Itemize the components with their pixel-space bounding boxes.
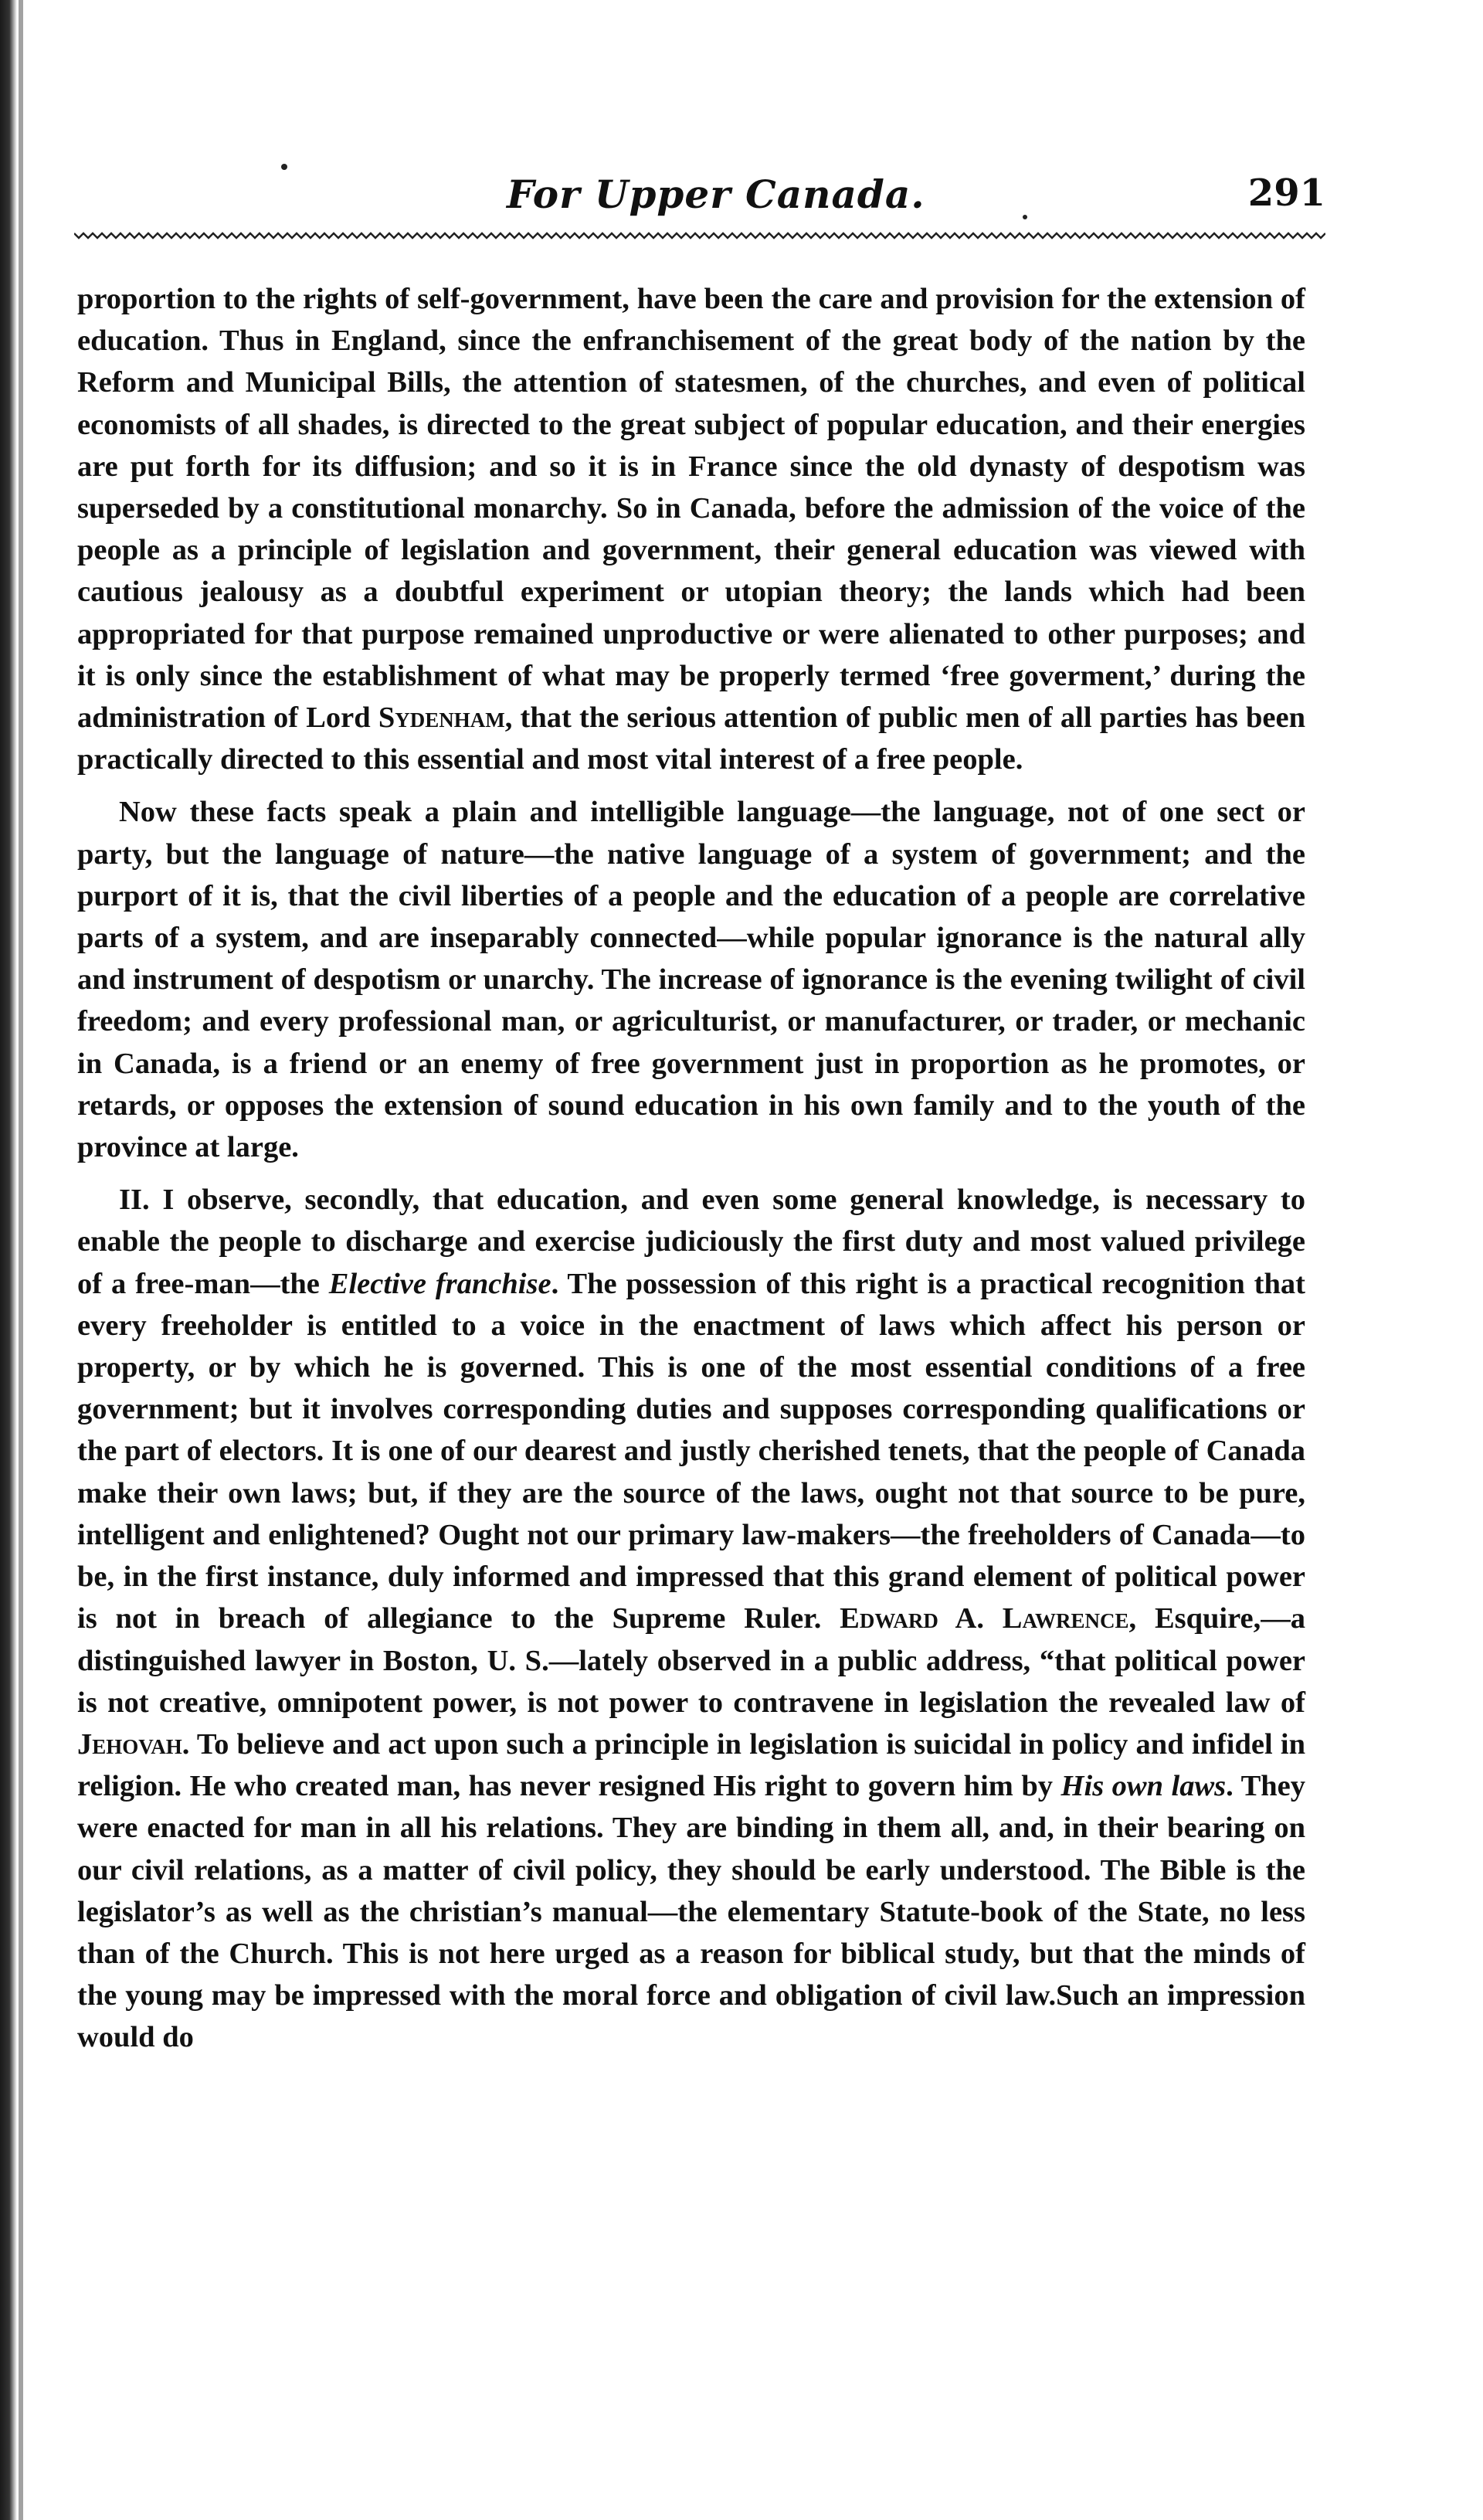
paragraph-1 — [77, 278, 1305, 780]
paragraph-3 — [77, 1179, 1305, 2058]
paragraph-text: . The possession of this right is a practical recognition that every freeholder is entitled to a voice in the enactment of laws which affect his person or property, or by which he is governed. This is one of the most essential conditions of a free government; but it involves corresponding duties and supposes corresponding qualifications or the part of electors. It is one of our dearest and justly cherished tenets, that the people of Canada make their own laws; but, if they are the source of the laws, ought not that source to be pure, intelligent and enlightened? Ought not our primary law-makers—the freeholders of Canada—to be, in the first instance, duly informed and impressed that this grand element of political power is not in breach of allegiance to the Supreme Ruler. — [77, 1267, 1305, 1635]
page-number: 291 — [1247, 172, 1325, 215]
paragraph-text: Now these facts speak a plain and intelligible language—the language, not of one sect or party, but the language of nature—the native language of a system of government; and the purport of it is, that the civil liberties of a people and the education of a people are correlative parts of a system, and are inseparably connected—while popular ignorance is the natural ally and instrument of despotism or unarchy. The increase of ignorance is the evening twilight of civil freedom; and every professional man, or agriculturist, or manufacturer, or trader, or mechanic in Canada, is a friend or an enemy of free government just in proportion as he promotes, or retards, or opposes the extension of sound education in his own family and to the youth of the province at large. — [77, 796, 1305, 1164]
paragraph-text: , that the serious attention of public men of all parties has been practically directed to this essential and most vital interest of a free people. — [77, 701, 1306, 776]
page-spine-shadow — [0, 0, 17, 2520]
paragraph-2 — [77, 791, 1305, 1168]
page-body — [77, 278, 1305, 2059]
ink-speck — [281, 164, 287, 170]
running-head: For Upper Canada. — [507, 172, 925, 217]
paragraph-text: , Esquire,—a distinguished lawyer in Boston, U. S.—lately observed in a public address, “that political power is not creative, omnipotent power, is not power to contravene in legislation the revealed law of — [77, 1602, 1305, 1719]
italic-phrase: His own laws — [1060, 1770, 1227, 1803]
page-header — [74, 172, 1325, 226]
paragraph-text: proportion to the rights of self-government, have been the care and provision for the extension of education. Thus in England, since the enfranchisement of the great body of the nation by the Reform and Municipal Bills, the attention of statesmen, of the churches, and even of political economists of all shades, is directed to the great subject of popular education, and their energies are put forth for its diffusion; and so it is in France since the old dynasty of despotism was superseded by a constitutional monarchy. So in Canada, before the admission of the voice of the people as a principle of legislation and government, their general education was viewed with cautious jealousy as a doubtful experiment or utopian theory; the lands which had been appropriated for that purpose remained unproductive or were alienated to other purposes; and it is only since the establishment of what may be properly termed ‘free goverment,’ during the administration of Lord — [77, 283, 1305, 735]
paragraph-text: . They were enacted for man in all his relations. They are binding in them all, and, in their bearing on our civil relations, as a matter of civil policy, they should be early understood. The Bible is the legislator’s as well as the christian’s manual—the elementary Statute-book of the State, no less than of the Church. This is not here urged as a reason for biblical study, but that the minds of the young may be impressed with the moral force and obligation of civil law.Such an impression would do — [77, 1770, 1306, 2054]
page-spine-edge — [19, 0, 23, 2520]
small-caps-name: Edward A. Lawrence — [840, 1602, 1129, 1635]
small-caps-name: Jehovah — [77, 1727, 182, 1761]
header-rule — [74, 232, 1325, 239]
small-caps-name: Sydenham — [378, 701, 505, 735]
italic-phrase: Elective franchise — [328, 1267, 551, 1300]
paragraph-text: II. I observe, secondly, that education, and even some general knowledge, is necessary to enable the people to discharge and exercise judiciously the first duty and most valued privilege of a free-man—the — [77, 1184, 1305, 1300]
paragraph-text: . To believe and act upon such a principle in legislation is suicidal in policy and infidel in religion. He who created man, has never resigned His right to govern him by — [77, 1727, 1305, 1803]
